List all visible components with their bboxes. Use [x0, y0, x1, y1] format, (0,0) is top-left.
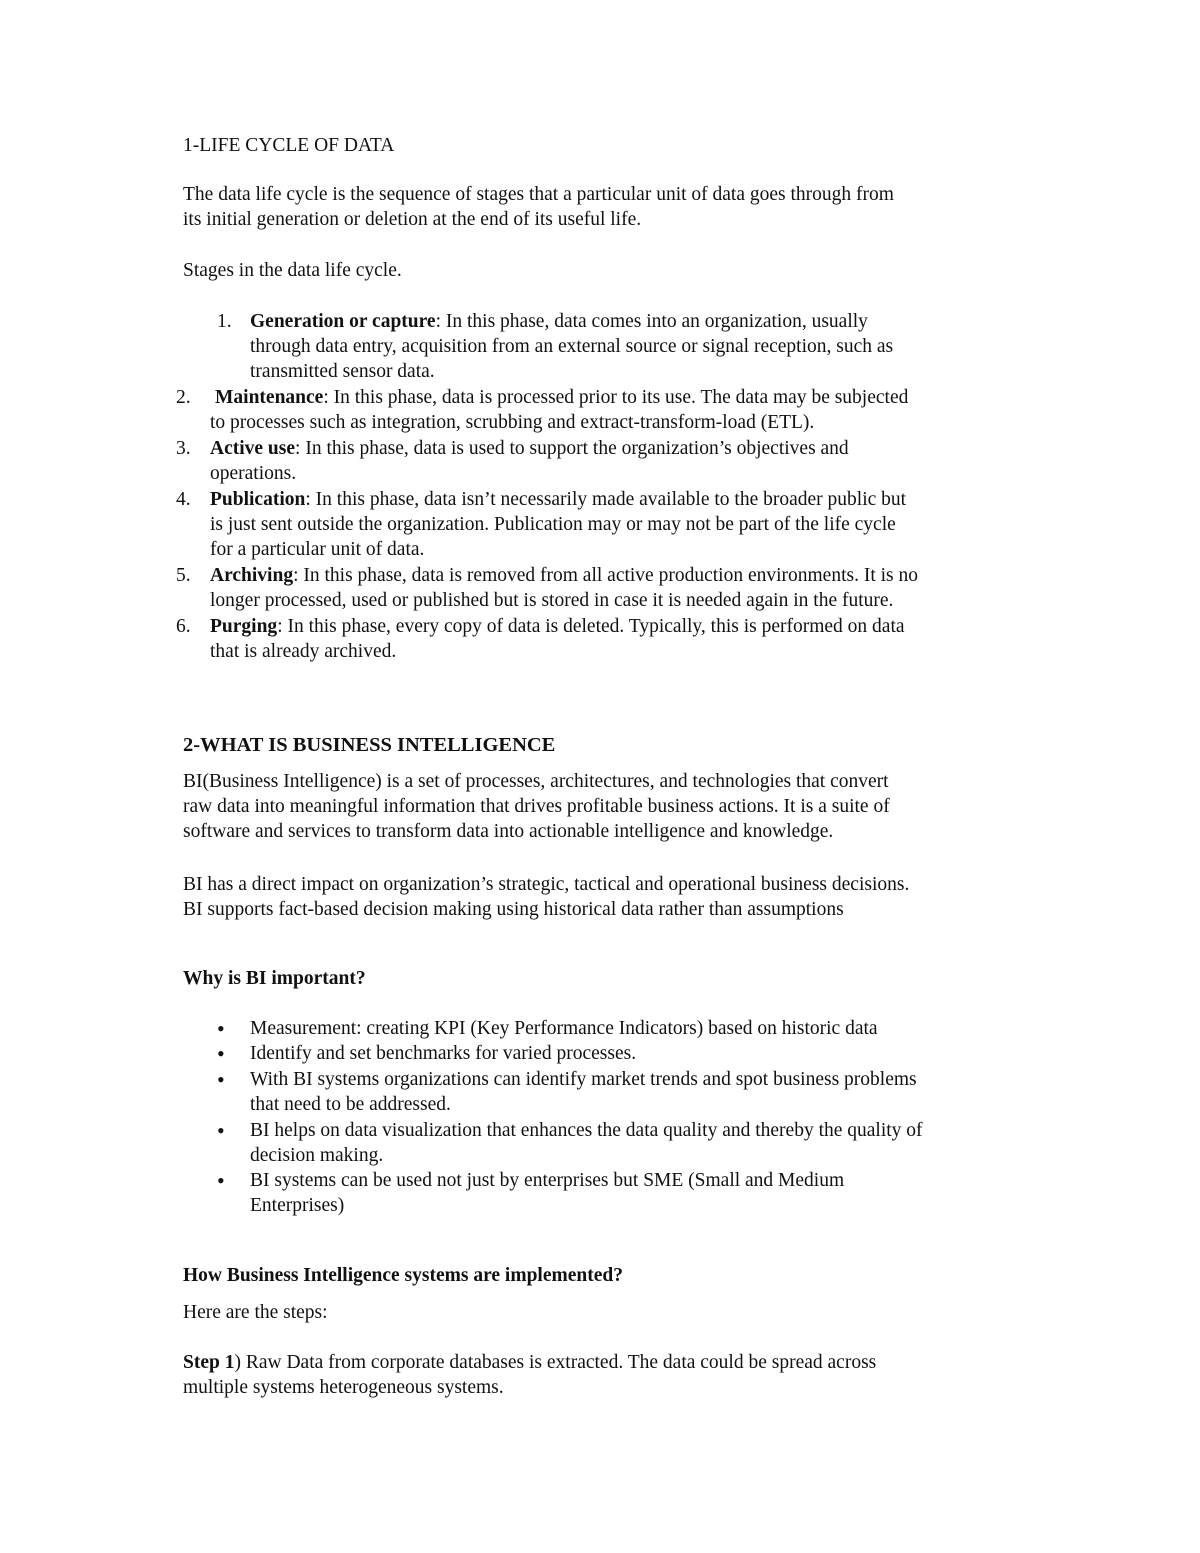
stage-text-cont: longer processed, used or published but is stored in case it is needed again in the future. [210, 590, 894, 611]
stage-number: 4. [176, 489, 191, 510]
how-bi-heading: How Business Intelligence systems are implemented? [183, 1265, 623, 1286]
intro-line-2: its initial generation or deletion at the end of its useful life. [183, 209, 642, 230]
step-1 [183, 1350, 876, 1375]
bullet-text: BI helps on data visualization that enhances the data quality and thereby the quality of [250, 1120, 923, 1141]
bullet-dot: • [217, 1118, 225, 1143]
bullet-text: BI systems can be used not just by enterprises but SME (Small and Medium [250, 1170, 845, 1191]
bi-para1-line: raw data into meaningful information that drives profitable business actions. It is a suite of [183, 796, 890, 817]
intro-line-1: The data life cycle is the sequence of stages that a particular unit of data goes through from [183, 184, 894, 205]
stage-item [250, 309, 868, 334]
step-label: Step 1 [183, 1352, 235, 1373]
stage-text-cont: transmitted sensor data. [250, 361, 435, 382]
stage-text: : In this phase, data is processed prior to its use. The data may be subjected [323, 387, 909, 408]
steps-lead: Here are the steps: [183, 1302, 328, 1323]
bullet-dot: • [217, 1016, 225, 1041]
stage-item [210, 614, 905, 639]
stage-item [210, 487, 906, 512]
bullet-dot: • [217, 1041, 225, 1066]
stage-text: : In this phase, data isn’t necessarily made available to the broader public but [305, 489, 907, 510]
stage-term: Purging [210, 616, 278, 637]
section-title-life-cycle: 1-LIFE CYCLE OF DATA [183, 135, 395, 156]
stage-text-cont: to processes such as integration, scrubbing and extract-transform-load (ETL). [210, 412, 815, 433]
stage-item [215, 385, 908, 410]
stage-item [210, 563, 918, 588]
stage-text: : In this phase, data is removed from all active production environments. It is no [293, 565, 919, 586]
stage-term: Publication [210, 489, 306, 510]
bullet-text-cont: Enterprises) [250, 1195, 345, 1216]
bi-para2-line: BI supports fact-based decision making using historical data rather than assumptions [183, 899, 844, 920]
stage-term: Maintenance [215, 387, 324, 408]
bullet-text-cont: that need to be addressed. [250, 1094, 451, 1115]
stage-text-cont: is just sent outside the organization. Publication may or may not be part of the life cycle [210, 514, 896, 535]
bullet-text: With BI systems organizations can identify market trends and spot business problems [250, 1069, 917, 1090]
stage-text-cont: for a particular unit of data. [210, 539, 425, 560]
bullet-dot: • [217, 1168, 225, 1193]
stage-term: Archiving [210, 565, 294, 586]
step-text: ) Raw Data from corporate databases is extracted. The data could be spread across [234, 1352, 877, 1373]
stage-text-cont: operations. [210, 463, 297, 484]
stage-number: 3. [176, 438, 191, 459]
stage-text-cont: that is already archived. [210, 641, 397, 662]
bullet-dot: • [217, 1067, 225, 1092]
bullet-text: Identify and set benchmarks for varied processes. [250, 1043, 637, 1064]
section-title-business-intelligence: 2-WHAT IS BUSINESS INTELLIGENCE [183, 734, 556, 756]
bullet-text-cont: decision making. [250, 1145, 384, 1166]
stage-text: : In this phase, data comes into an organization, usually [435, 311, 868, 332]
bullet-text: Measurement: creating KPI (Key Performance Indicators) based on historic data [250, 1018, 878, 1039]
stage-term: Generation or capture [250, 311, 436, 332]
why-bi-heading: Why is BI important? [183, 968, 366, 989]
stages-lead: Stages in the data life cycle. [183, 260, 402, 281]
stage-text-cont: through data entry, acquisition from an external source or signal reception, such as [250, 336, 894, 357]
stage-text: : In this phase, every copy of data is deleted. Typically, this is performed on data [277, 616, 905, 637]
stage-term: Active use [210, 438, 296, 459]
bi-para1-line: software and services to transform data into actionable intelligence and knowledge. [183, 821, 834, 842]
stage-item [210, 436, 849, 461]
bi-para1-line: BI(Business Intelligence) is a set of processes, architectures, and technologies that convert [183, 771, 889, 792]
stage-text: : In this phase, data is used to support the organization’s objectives and [295, 438, 849, 459]
bi-para2-line: BI has a direct impact on organization’s strategic, tactical and operational business decisions. [183, 874, 910, 895]
stage-number: 5. [176, 565, 191, 586]
step-text-cont: multiple systems heterogeneous systems. [183, 1377, 504, 1398]
stage-number: 6. [176, 616, 191, 637]
stage-number: 1. [217, 311, 232, 332]
stage-number: 2. [176, 387, 191, 408]
